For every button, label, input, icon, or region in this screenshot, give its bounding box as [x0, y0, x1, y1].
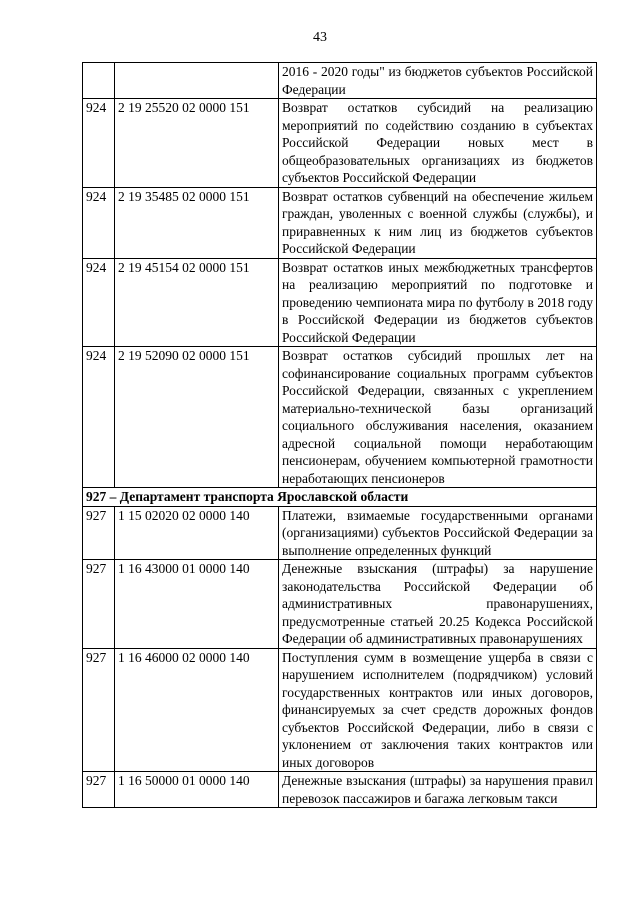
section-title: 927 – Департамент транспорта Ярославской области [83, 488, 597, 507]
description-cell: Возврат остатков субсидий прошлых лет на софинансирование социальных программ субъектов Российской Федерации, связанных с укреплением материально-технической базы организаций социального обслуживания населения, оказанием адресной социальной помощи неработающим пенсионерам, обучением компьютерной грамотности неработающих пенсионеров [279, 347, 597, 488]
section-header-row [83, 488, 597, 507]
table-row [83, 187, 597, 258]
admin-code-cell [83, 63, 115, 99]
description-cell: Денежные взыскания (штрафы) за нарушения правил перевозок пассажиров и багажа легковым такси [279, 772, 597, 808]
budget-code-cell: 2 19 35485 02 0000 151 [115, 187, 279, 258]
budget-code-cell: 2 19 52090 02 0000 151 [115, 347, 279, 488]
budget-code-cell [115, 63, 279, 99]
table-row [83, 506, 597, 560]
table-row [83, 258, 597, 347]
budget-code-cell: 1 16 50000 01 0000 140 [115, 772, 279, 808]
description-cell: Возврат остатков субсидий на реализацию мероприятий по содействию созданию в субъектах Российской Федерации новых мест в общеобразовательных организациях из бюджетов субъектов Российской Федерации [279, 99, 597, 188]
admin-code-cell: 927 [83, 648, 115, 772]
description-cell: Возврат остатков субвенций на обеспечение жильем граждан, уволенных с военной службы (службы), и приравненных к ним лиц из бюджетов субъектов Российской Федерации [279, 187, 597, 258]
admin-code-cell: 927 [83, 560, 115, 649]
table-row [83, 560, 597, 649]
revenue-codes-table [82, 62, 597, 808]
admin-code-cell: 927 [83, 506, 115, 560]
table-row [83, 63, 597, 99]
admin-code-cell: 924 [83, 99, 115, 188]
admin-code-cell: 924 [83, 187, 115, 258]
table-row [83, 99, 597, 188]
table-row [83, 347, 597, 488]
description-cell: Денежные взыскания (штрафы) за нарушение законодательства Российской Федерации об административных правонарушениях, предусмотренные статьей 20.25 Кодекса Российской Федерации об административных правонарушениях [279, 560, 597, 649]
description-cell: Платежи, взимаемые государственными органами (организациями) субъектов Российской Федерации за выполнение определенных функций [279, 506, 597, 560]
budget-code-cell: 1 15 02020 02 0000 140 [115, 506, 279, 560]
page-number: 43 [313, 30, 327, 45]
description-cell: Поступления сумм в возмещение ущерба в связи с нарушением исполнителем (подрядчиком) условий государственных контрактов или иных договоров, финансируемых за счет средств дорожных фондов субъектов Российской Федерации, либо в связи с уклонением от заключения таких контрактов или иных договоров [279, 648, 597, 772]
budget-code-cell: 1 16 46000 02 0000 140 [115, 648, 279, 772]
description-cell: 2016 - 2020 годы" из бюджетов субъектов Российской Федерации [279, 63, 597, 99]
table-row [83, 648, 597, 772]
admin-code-cell: 924 [83, 347, 115, 488]
budget-code-cell: 2 19 45154 02 0000 151 [115, 258, 279, 347]
admin-code-cell: 924 [83, 258, 115, 347]
budget-code-cell: 2 19 25520 02 0000 151 [115, 99, 279, 188]
description-cell: Возврат остатков иных межбюджетных трансфертов на реализацию мероприятий по подготовке и проведению чемпионата мира по футболу в 2018 году в Российской Федерации из бюджетов субъектов Российской Федерации [279, 258, 597, 347]
table-body [83, 63, 597, 808]
admin-code-cell: 927 [83, 772, 115, 808]
table-row [83, 772, 597, 808]
budget-code-cell: 1 16 43000 01 0000 140 [115, 560, 279, 649]
